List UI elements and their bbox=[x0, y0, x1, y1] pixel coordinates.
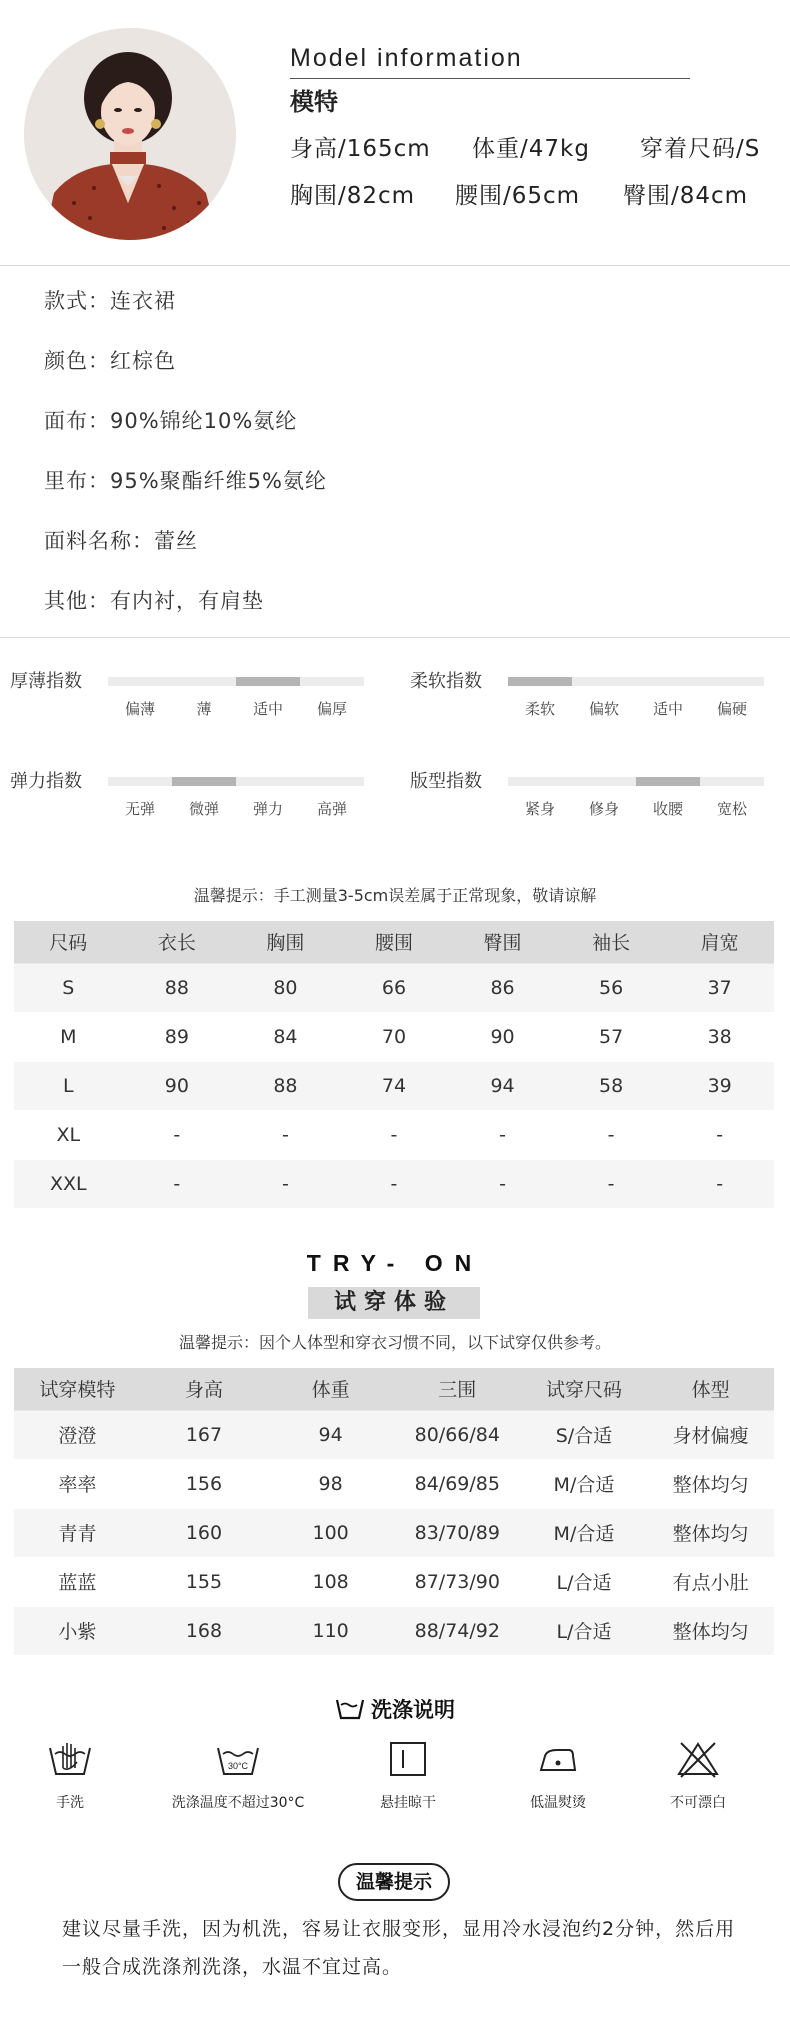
table-row bbox=[14, 1459, 774, 1508]
index-option: 弹力 bbox=[252, 800, 284, 818]
wash-label: 悬挂晾干 bbox=[380, 1795, 436, 1811]
table-cell: S bbox=[14, 963, 123, 1012]
table-row bbox=[14, 1159, 774, 1208]
column-header: 试穿尺码 bbox=[521, 1368, 648, 1410]
column-header: 尺码 bbox=[14, 921, 123, 963]
table-row bbox=[14, 1110, 774, 1159]
table-cell: 66 bbox=[340, 963, 449, 1012]
table-cell: - bbox=[557, 1159, 666, 1208]
index-title: 版型指数 bbox=[410, 771, 482, 792]
index-option: 偏软 bbox=[588, 700, 620, 718]
table-row bbox=[14, 1012, 774, 1061]
divider bbox=[0, 637, 790, 638]
index-track bbox=[508, 777, 764, 786]
wash-item-hand-wash bbox=[0, 1740, 150, 1812]
size-table bbox=[14, 921, 774, 1209]
table-cell: 蓝蓝 bbox=[14, 1557, 141, 1606]
tryon-table-header bbox=[14, 1368, 774, 1410]
index-level bbox=[508, 677, 572, 686]
washing-title bbox=[0, 1694, 790, 1724]
table-cell: L/合适 bbox=[521, 1606, 648, 1655]
table-cell: 90 bbox=[123, 1061, 232, 1110]
wash-basin-icon bbox=[335, 1697, 365, 1721]
low-iron-icon bbox=[535, 1740, 581, 1778]
model-weight: 体重/47kg bbox=[472, 136, 590, 162]
table-cell: - bbox=[665, 1110, 774, 1159]
model-bust: 胸围/82cm bbox=[290, 183, 416, 209]
title-underline bbox=[290, 78, 690, 79]
table-cell: 整体均匀 bbox=[647, 1459, 774, 1508]
table-cell: - bbox=[340, 1159, 449, 1208]
model-avatar bbox=[24, 28, 236, 240]
table-cell: XXL bbox=[14, 1159, 123, 1208]
table-cell: 58 bbox=[557, 1061, 666, 1110]
column-header: 腰围 bbox=[340, 921, 449, 963]
index-option: 偏厚 bbox=[316, 700, 348, 718]
index-option: 宽松 bbox=[716, 800, 748, 818]
table-cell: - bbox=[340, 1110, 449, 1159]
table-cell: - bbox=[557, 1110, 666, 1159]
table-cell: 156 bbox=[141, 1459, 268, 1508]
table-cell: M bbox=[14, 1012, 123, 1061]
column-header: 试穿模特 bbox=[14, 1368, 141, 1410]
index-option: 偏薄 bbox=[124, 700, 156, 718]
table-cell: - bbox=[231, 1110, 340, 1159]
table-cell: L bbox=[14, 1061, 123, 1110]
column-header: 身高 bbox=[141, 1368, 268, 1410]
table-cell: 37 bbox=[665, 963, 774, 1012]
table-row bbox=[14, 1508, 774, 1557]
model-information bbox=[0, 0, 790, 265]
index-option: 高弹 bbox=[316, 800, 348, 818]
table-cell: 110 bbox=[267, 1606, 394, 1655]
model-info-title-cn: 模特 bbox=[290, 88, 338, 116]
table-cell: 167 bbox=[141, 1410, 268, 1459]
table-row bbox=[14, 963, 774, 1012]
wash-item-hang-dry bbox=[328, 1740, 488, 1812]
index-title: 柔软指数 bbox=[410, 671, 482, 692]
table-cell: 39 bbox=[665, 1061, 774, 1110]
table-cell: 160 bbox=[141, 1508, 268, 1557]
table-cell: 澄澄 bbox=[14, 1410, 141, 1459]
tryon-title-en: TRY- ON bbox=[306, 1250, 484, 1276]
hang-dry-icon bbox=[385, 1740, 431, 1778]
size-table-header bbox=[14, 921, 774, 963]
column-header: 臀围 bbox=[448, 921, 557, 963]
tryon-title-cn: 试穿体验 bbox=[308, 1287, 480, 1319]
model-waist: 腰围/65cm bbox=[455, 183, 581, 209]
index-level bbox=[636, 777, 700, 786]
table-cell: 率率 bbox=[14, 1459, 141, 1508]
table-row bbox=[14, 1606, 774, 1655]
index-level bbox=[172, 777, 236, 786]
wash-item-30-degree bbox=[158, 1740, 318, 1812]
table-cell: 84/69/85 bbox=[394, 1459, 521, 1508]
spec-other: 其他：有内衬，有肩垫 bbox=[44, 589, 264, 613]
index-title: 厚薄指数 bbox=[10, 671, 82, 692]
spec-lining: 里布：95%聚酯纤维5%氨纶 bbox=[44, 469, 327, 493]
index-option: 适中 bbox=[252, 700, 284, 718]
table-cell: M/合适 bbox=[521, 1459, 648, 1508]
table-row bbox=[14, 1557, 774, 1606]
table-cell: 168 bbox=[141, 1606, 268, 1655]
table-cell: 身材偏瘦 bbox=[647, 1410, 774, 1459]
size-table-tip: 温馨提示：手工测量3-5cm误差属于正常现象，敬请谅解 bbox=[193, 886, 597, 905]
table-cell: S/合适 bbox=[521, 1410, 648, 1459]
index-track bbox=[108, 777, 364, 786]
column-header: 袖长 bbox=[557, 921, 666, 963]
table-cell: - bbox=[231, 1159, 340, 1208]
table-cell: 108 bbox=[267, 1557, 394, 1606]
spec-style: 款式：连衣裙 bbox=[44, 289, 176, 313]
wash-label: 低温熨烫 bbox=[530, 1795, 586, 1811]
table-cell: M/合适 bbox=[521, 1508, 648, 1557]
table-cell: 155 bbox=[141, 1557, 268, 1606]
model-photo bbox=[24, 28, 236, 240]
wash-30-badge: 30°C bbox=[227, 1761, 249, 1771]
table-cell: 70 bbox=[340, 1012, 449, 1061]
index-option: 薄 bbox=[196, 700, 212, 718]
table-cell: XL bbox=[14, 1110, 123, 1159]
wash-label: 手洗 bbox=[56, 1795, 84, 1811]
divider bbox=[0, 265, 790, 266]
table-cell: 57 bbox=[557, 1012, 666, 1061]
index-option: 修身 bbox=[588, 800, 620, 818]
tryon-table bbox=[14, 1368, 774, 1656]
table-cell: 98 bbox=[267, 1459, 394, 1508]
table-cell: 小紫 bbox=[14, 1606, 141, 1655]
table-cell: 100 bbox=[267, 1508, 394, 1557]
table-cell: - bbox=[123, 1159, 232, 1208]
table-cell: 56 bbox=[557, 963, 666, 1012]
table-cell: 青青 bbox=[14, 1508, 141, 1557]
wash-label: 不可漂白 bbox=[670, 1795, 726, 1811]
table-cell: - bbox=[665, 1159, 774, 1208]
table-cell: 有点小肚 bbox=[647, 1557, 774, 1606]
column-header: 体型 bbox=[647, 1368, 774, 1410]
table-cell: 80 bbox=[231, 963, 340, 1012]
table-cell: 94 bbox=[267, 1410, 394, 1459]
index-level bbox=[236, 677, 300, 686]
tryon-tip: 温馨提示：因个人体型和穿衣习惯不同，以下试穿仅供参考。 bbox=[178, 1333, 611, 1352]
table-row bbox=[14, 1410, 774, 1459]
table-cell: - bbox=[448, 1159, 557, 1208]
column-header: 衣长 bbox=[123, 921, 232, 963]
table-cell: 94 bbox=[448, 1061, 557, 1110]
table-cell: 88 bbox=[123, 963, 232, 1012]
model-info-title-en: Model information bbox=[290, 44, 523, 72]
table-cell: 84 bbox=[231, 1012, 340, 1061]
table-cell: 整体均匀 bbox=[647, 1606, 774, 1655]
spec-color: 颜色：红棕色 bbox=[44, 349, 176, 373]
no-bleach-icon bbox=[675, 1740, 721, 1778]
table-cell: - bbox=[448, 1110, 557, 1159]
table-cell: 88/74/92 bbox=[394, 1606, 521, 1655]
table-cell: 38 bbox=[665, 1012, 774, 1061]
column-header: 胸围 bbox=[231, 921, 340, 963]
index-track bbox=[508, 677, 764, 686]
wash-label: 洗涤温度不超过30°C bbox=[171, 1795, 305, 1811]
wash-30-icon bbox=[215, 1740, 261, 1778]
index-option: 无弹 bbox=[124, 800, 156, 818]
table-cell: L/合适 bbox=[521, 1557, 648, 1606]
index-option: 紧身 bbox=[524, 800, 556, 818]
spec-outer-fabric: 面布：90%锦纶10%氨纶 bbox=[44, 409, 298, 433]
index-option: 偏硬 bbox=[716, 700, 748, 718]
table-cell: 80/66/84 bbox=[394, 1410, 521, 1459]
column-header: 肩宽 bbox=[665, 921, 774, 963]
index-option: 微弹 bbox=[188, 800, 220, 818]
hand-wash-icon bbox=[47, 1740, 93, 1778]
table-cell: - bbox=[123, 1110, 232, 1159]
column-header: 三围 bbox=[394, 1368, 521, 1410]
index-option: 适中 bbox=[652, 700, 684, 718]
table-cell: 88 bbox=[231, 1061, 340, 1110]
washing-title-text: 洗涤说明 bbox=[371, 1698, 455, 1722]
model-hip: 臀围/84cm bbox=[623, 183, 749, 209]
table-cell: 83/70/89 bbox=[394, 1508, 521, 1557]
wash-item-low-iron bbox=[478, 1740, 638, 1812]
table-cell: 87/73/90 bbox=[394, 1557, 521, 1606]
table-cell: 整体均匀 bbox=[647, 1508, 774, 1557]
model-height: 身高/165cm bbox=[290, 136, 431, 162]
index-title: 弹力指数 bbox=[10, 771, 82, 792]
table-cell: 90 bbox=[448, 1012, 557, 1061]
index-option: 收腰 bbox=[652, 800, 684, 818]
notice-text: 建议尽量手洗，因为机洗，容易让衣服变形，显用冷水浸泡约2分钟，然后用一般合成洗涤剂洗涤，水温不宜过高。 bbox=[62, 1918, 736, 1978]
table-row bbox=[14, 1061, 774, 1110]
table-cell: 86 bbox=[448, 963, 557, 1012]
table-cell: 89 bbox=[123, 1012, 232, 1061]
model-size: 穿着尺码/S bbox=[640, 136, 761, 162]
column-header: 体重 bbox=[267, 1368, 394, 1410]
index-option: 柔软 bbox=[524, 700, 556, 718]
index-track bbox=[108, 677, 364, 686]
spec-fabric-name: 面料名称：蕾丝 bbox=[44, 529, 198, 553]
wash-item-no-bleach bbox=[618, 1740, 778, 1812]
table-cell: 74 bbox=[340, 1061, 449, 1110]
notice-badge: 温馨提示 bbox=[338, 1863, 450, 1901]
